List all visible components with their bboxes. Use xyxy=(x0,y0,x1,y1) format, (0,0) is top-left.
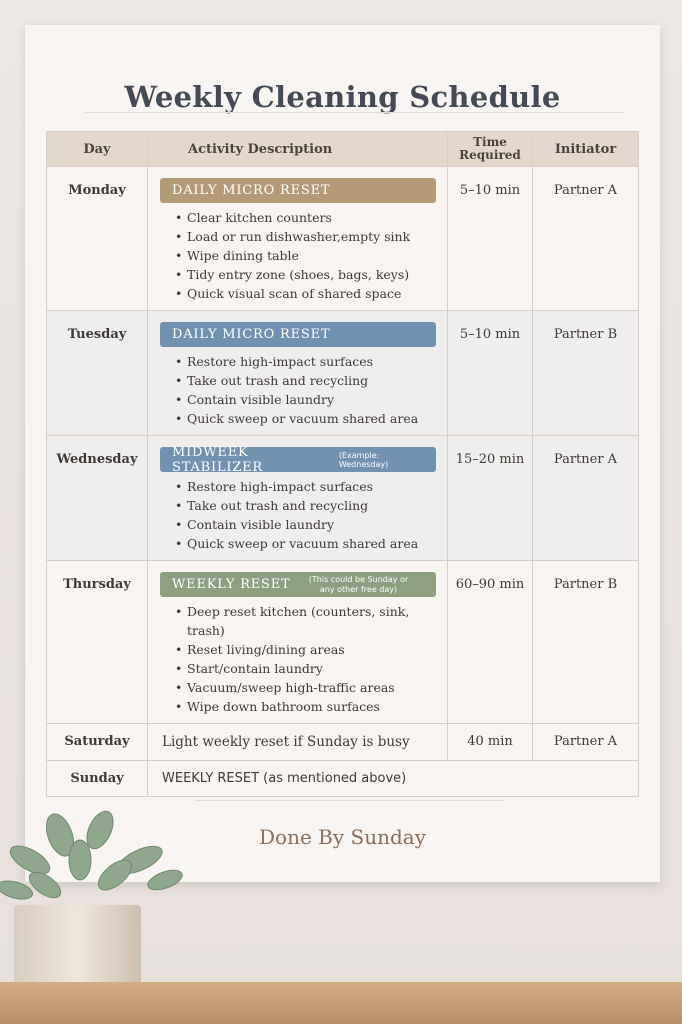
time-cell: 5–10 min xyxy=(448,311,533,436)
task-item: • Quick sweep or vacuum shared area xyxy=(187,409,446,428)
task-list xyxy=(149,208,446,303)
task-list xyxy=(149,602,446,716)
tag-label: MIDWEEK STABILIZER xyxy=(172,444,264,475)
header-time: Time Required xyxy=(448,132,533,167)
task-item: • Clear kitchen counters xyxy=(187,208,446,227)
header-initiator: Initiator xyxy=(533,132,639,167)
activity-cell xyxy=(148,167,448,311)
day-cell: Tuesday xyxy=(47,311,148,436)
divider xyxy=(195,800,505,801)
time-cell: 15–20 min xyxy=(448,436,533,561)
tag-label: DAILY MICRO RESET xyxy=(172,183,331,198)
task-item: • Vacuum/sweep high-traffic areas xyxy=(187,678,446,697)
schedule-table xyxy=(46,131,639,797)
activity-tag xyxy=(160,572,436,597)
table-row xyxy=(47,724,639,761)
activity-cell xyxy=(148,561,448,724)
activity-cell xyxy=(148,311,448,436)
tag-note: (This could be Sunday or any other free day) xyxy=(308,574,409,594)
task-item: • Start/contain laundry xyxy=(187,659,446,678)
day-cell: Monday xyxy=(47,167,148,311)
task-item: • Quick sweep or vacuum shared area xyxy=(187,534,446,553)
initiator-cell: Partner B xyxy=(533,311,639,436)
task-item: • Take out trash and recycling xyxy=(187,371,446,390)
day-cell: Saturday xyxy=(47,724,148,761)
task-item: • Load or run dishwasher,empty sink xyxy=(187,227,446,246)
day-cell: Wednesday xyxy=(47,436,148,561)
plant-icon xyxy=(0,805,190,915)
task-item: • Restore high-impact surfaces xyxy=(187,352,446,371)
divider xyxy=(85,112,625,113)
task-item: • Wipe down bathroom surfaces xyxy=(187,697,446,716)
task-item: • Contain visible laundry xyxy=(187,390,446,409)
task-list xyxy=(149,477,446,553)
table-header xyxy=(47,132,639,167)
task-item: • Deep reset kitchen (counters, sink, trash) xyxy=(187,602,446,640)
activity-cell: WEEKLY RESET (as mentioned above) xyxy=(148,761,639,797)
header-activity: Activity Description xyxy=(148,132,448,167)
schedule-poster xyxy=(25,25,660,882)
day-cell: Thursday xyxy=(47,561,148,724)
initiator-cell: Partner A xyxy=(533,436,639,561)
wooden-shelf xyxy=(0,982,682,1024)
table-row xyxy=(47,436,639,561)
activity-tag xyxy=(160,444,436,475)
tag-label: DAILY MICRO RESET xyxy=(172,327,331,342)
page-title: Weekly Cleaning Schedule xyxy=(124,80,561,114)
table-row xyxy=(47,761,639,797)
task-list xyxy=(149,352,446,428)
activity-tag xyxy=(160,322,436,347)
task-item: • Wipe dining table xyxy=(187,246,446,265)
task-item: • Restore high-impact surfaces xyxy=(187,477,446,496)
initiator-cell: Partner A xyxy=(533,167,639,311)
table-row xyxy=(47,167,639,311)
table-row xyxy=(47,561,639,724)
activity-tag xyxy=(160,178,436,203)
table-row xyxy=(47,311,639,436)
time-cell: 60–90 min xyxy=(448,561,533,724)
header-day: Day xyxy=(47,132,148,167)
task-item: • Take out trash and recycling xyxy=(187,496,446,515)
tag-label: WEEKLY RESET xyxy=(172,577,291,592)
task-item: • Tidy entry zone (shoes, bags, keys) xyxy=(187,265,446,284)
initiator-cell: Partner B xyxy=(533,561,639,724)
day-cell: Sunday xyxy=(47,761,148,797)
activity-cell xyxy=(148,436,448,561)
task-item: • Contain visible laundry xyxy=(187,515,446,534)
activity-cell: Light weekly reset if Sunday is busy xyxy=(148,724,448,761)
time-cell: 40 min xyxy=(448,724,533,761)
task-item: • Quick visual scan of shared space xyxy=(187,284,446,303)
tag-note: (Example: Wednesday) xyxy=(338,450,389,469)
task-item: • Reset living/dining areas xyxy=(187,640,446,659)
footer-text: Done By Sunday xyxy=(259,825,426,849)
time-cell: 5–10 min xyxy=(448,167,533,311)
initiator-cell: Partner A xyxy=(533,724,639,761)
